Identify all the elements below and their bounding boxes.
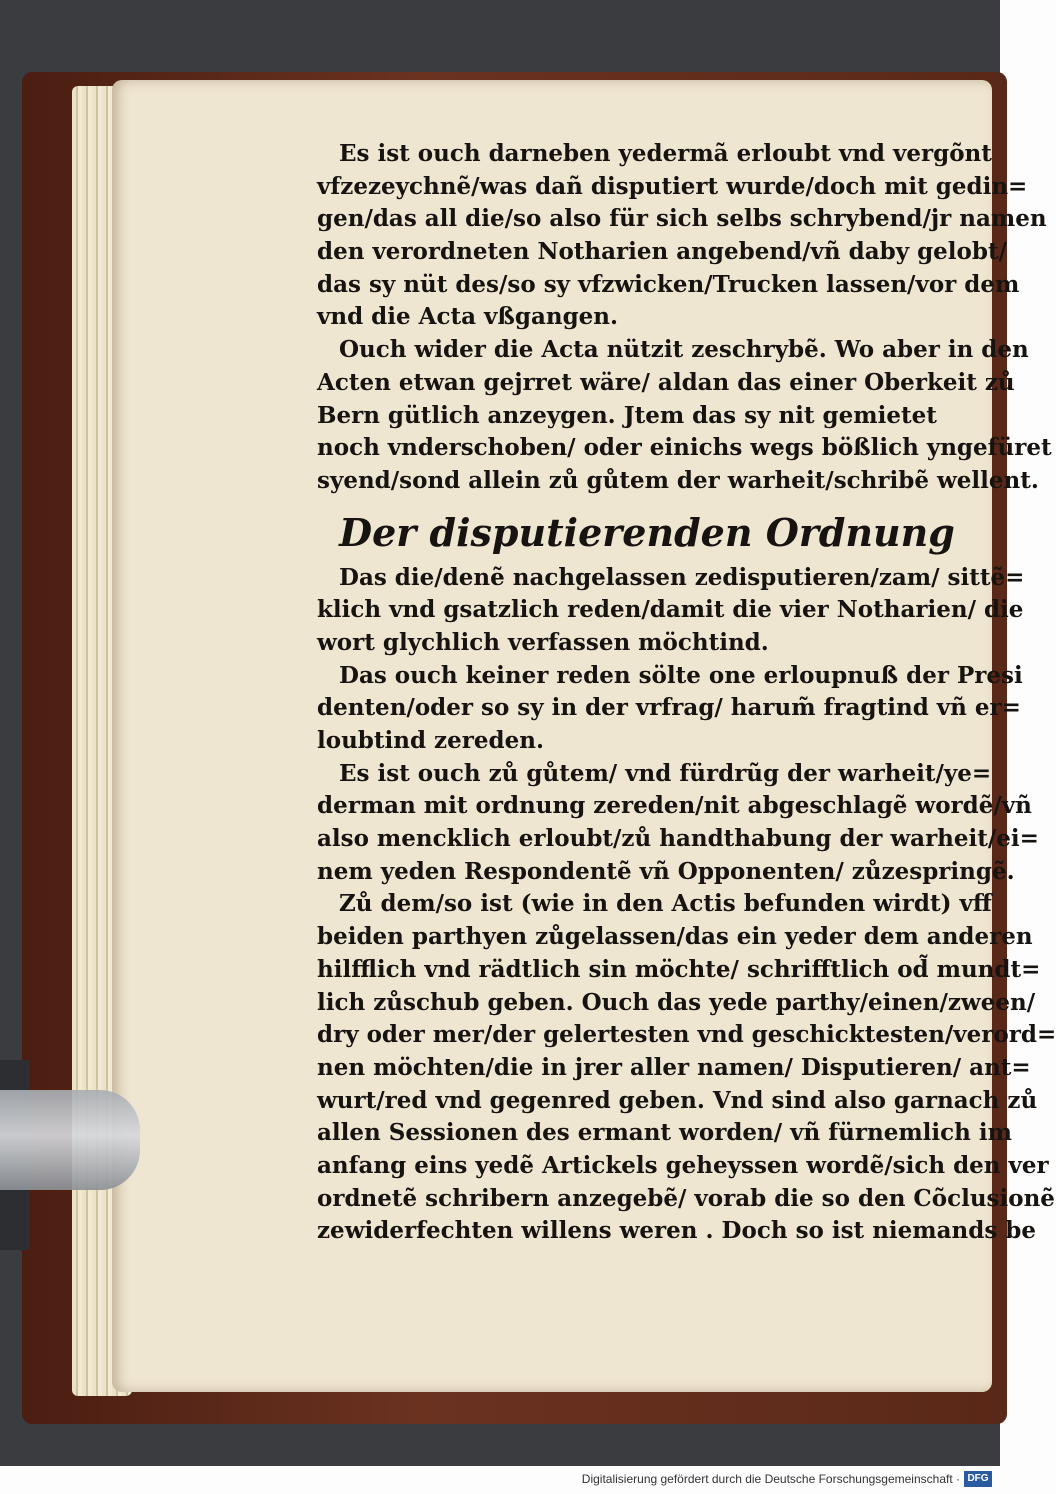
- text-line: Bern gütlich anzeygen. Jtem das sy nit gemietet: [317, 401, 937, 429]
- text-line: Es ist ouch darneben yedermã erloubt vnd vergõnt: [339, 140, 992, 167]
- text-line: Ouch wider die Acta nützit zeschrybẽ. Wo aber in den: [339, 336, 1029, 364]
- text-line: das sy nüt des/so sy vfzwicken/Trucken lassen/vor dem: [317, 270, 1020, 298]
- text-line: lich zůschub geben. Ouch das yede parthy/einen/zween/: [317, 988, 1036, 1016]
- text-line: denten/oder so sy in der vrfrag/ harum̃ fragtind vñ er=: [317, 694, 1021, 722]
- text-line: ordnetẽ schribern anzegebẽ/ vorab die so den Cõclusionẽ: [317, 1184, 1055, 1212]
- text-line: derman mit ordnung zereden/nit abgeschlagẽ wordẽ/vñ: [317, 792, 1032, 820]
- text-line: vnd die Acta vßgangen.: [317, 303, 619, 331]
- section-heading: Der disputierenden Ordnung: [339, 509, 955, 555]
- text-line: beiden parthyen zůgelassen/das ein yeder dem anderen: [317, 923, 1033, 951]
- text-line: Das ouch keiner reden sölte one erloupnuß der Presi: [339, 661, 1023, 689]
- footer: [0, 1466, 1000, 1494]
- text-line: syend/sond allein zů gůtem der warheit/schribẽ wellent.: [317, 466, 1039, 494]
- text-line: anfang eins yedẽ Artickels geheyssen wordẽ/sich den ver: [317, 1151, 1049, 1179]
- text-line: dry oder mer/der gelertesten vnd geschicktesten/verord=: [317, 1021, 1056, 1049]
- text-line: zewiderfechten willens weren . Doch so ist niemands be: [317, 1217, 1036, 1245]
- text-line: loubtind zereden.: [317, 727, 544, 754]
- text-line: Acten etwan gejrret wäre/ aldan das einer Oberkeit zů: [317, 368, 1015, 396]
- page-clip: [0, 1090, 140, 1190]
- text-line: Es ist ouch zů gůtem/ vnd fürdrũg der warheit/ye=: [339, 759, 992, 787]
- book-page: [112, 80, 1056, 1392]
- text-line: noch vnderschoben/ oder einichs wegs bößlich yngefüret: [317, 434, 1052, 462]
- text-line: Das die/denẽ nachgelassen zedisputieren/zam/ sittẽ=: [339, 563, 1025, 591]
- text-line: nem yeden Respondentẽ vñ Opponenten/ zůzespringẽ.: [317, 857, 1015, 885]
- text-line: klich vnd gsatzlich reden/damit die vier Notharien/ die: [317, 596, 1024, 624]
- text-line: den verordneten Notharien angebend/vñ daby gelobt/: [317, 238, 1007, 266]
- text-line: wurt/red vnd gegenred geben. Vnd sind also garnach zů: [317, 1086, 1038, 1114]
- text-line: hilfflich vnd rädtlich sin möchte/ schrifftlich od̃ mundt=: [317, 955, 1041, 983]
- text-line: nen möchten/die in jrer aller namen/ Disputieren/ ant=: [317, 1053, 1031, 1081]
- text-line: allen Sessionen des ermant worden/ vñ fürnemlich im: [317, 1119, 1012, 1147]
- funding-credit: Digitalisierung gefördert durch die Deutsche Forschungsgemeinschaft ·: [581, 1472, 960, 1486]
- text-line: wort glychlich verfassen möchtind.: [317, 628, 769, 656]
- text-line: gen/das all die/so also für sich selbs schrybend/jr namen: [317, 205, 1047, 233]
- text-line: also mencklich erloubt/zů handthabung der warheit/ei=: [317, 825, 1039, 853]
- page-text: [317, 138, 1056, 1248]
- dfg-logo-icon: DFG: [964, 1471, 992, 1487]
- text-line: Zů dem/so ist (wie in den Actis befunden wirdt) vff: [339, 890, 992, 918]
- text-line: vfzezeychnẽ/was dañ disputiert wurde/doch mit gedin=: [317, 172, 1028, 200]
